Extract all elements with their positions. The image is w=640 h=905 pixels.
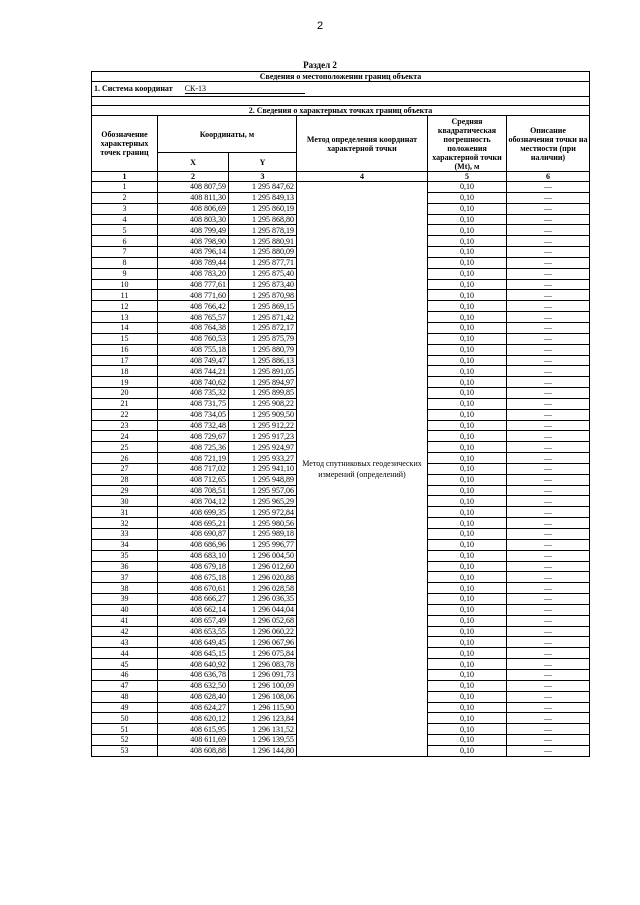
description-cell: — xyxy=(507,409,590,420)
error-cell: 0,10 xyxy=(428,745,507,756)
y-coordinate-cell: 1 296 131,52 xyxy=(229,724,297,735)
description-cell: — xyxy=(507,583,590,594)
error-cell: 0,10 xyxy=(428,442,507,453)
error-cell: 0,10 xyxy=(428,388,507,399)
point-id-cell: 44 xyxy=(92,648,158,659)
error-cell: 0,10 xyxy=(428,420,507,431)
point-id-cell: 35 xyxy=(92,550,158,561)
y-coordinate-cell: 1 296 083,78 xyxy=(229,659,297,670)
point-id-cell: 6 xyxy=(92,236,158,247)
y-coordinate-cell: 1 295 860,19 xyxy=(229,203,297,214)
y-coordinate-cell: 1 295 880,09 xyxy=(229,247,297,258)
point-id-cell: 25 xyxy=(92,442,158,453)
x-coordinate-cell: 408 683,10 xyxy=(158,550,229,561)
description-cell: — xyxy=(507,745,590,756)
x-coordinate-cell: 408 734,05 xyxy=(158,409,229,420)
point-id-cell: 17 xyxy=(92,355,158,366)
x-coordinate-cell: 408 653,55 xyxy=(158,626,229,637)
description-cell: — xyxy=(507,214,590,225)
x-coordinate-cell: 408 695,21 xyxy=(158,518,229,529)
x-coordinate-cell: 408 789,44 xyxy=(158,257,229,268)
point-id-cell: 11 xyxy=(92,290,158,301)
y-coordinate-cell: 1 295 880,91 xyxy=(229,236,297,247)
error-cell: 0,10 xyxy=(428,583,507,594)
error-cell: 0,10 xyxy=(428,550,507,561)
y-coordinate-cell: 1 296 139,55 xyxy=(229,735,297,746)
description-cell: — xyxy=(507,615,590,626)
y-coordinate-cell: 1 296 091,73 xyxy=(229,669,297,680)
x-coordinate-cell: 408 811,30 xyxy=(158,192,229,203)
error-cell: 0,10 xyxy=(428,301,507,312)
col-number-4: 4 xyxy=(297,172,428,182)
error-cell: 0,10 xyxy=(428,377,507,388)
point-id-cell: 40 xyxy=(92,604,158,615)
description-cell: — xyxy=(507,257,590,268)
y-coordinate-cell: 1 296 012,60 xyxy=(229,561,297,572)
x-coordinate-cell: 408 675,18 xyxy=(158,572,229,583)
point-id-cell: 9 xyxy=(92,268,158,279)
error-cell: 0,10 xyxy=(428,659,507,670)
y-coordinate-cell: 1 295 908,22 xyxy=(229,398,297,409)
y-coordinate-cell: 1 295 912,22 xyxy=(229,420,297,431)
error-cell: 0,10 xyxy=(428,333,507,344)
point-id-cell: 1 xyxy=(92,182,158,193)
description-cell: — xyxy=(507,724,590,735)
description-cell: — xyxy=(507,626,590,637)
error-cell: 0,10 xyxy=(428,561,507,572)
header-error: Средняя квадратическая погрешность положения характерной точки (Mt), м xyxy=(428,116,507,172)
y-coordinate-cell: 1 295 909,50 xyxy=(229,409,297,420)
x-coordinate-cell: 408 686,96 xyxy=(158,539,229,550)
error-cell: 0,10 xyxy=(428,572,507,583)
x-coordinate-cell: 408 771,60 xyxy=(158,290,229,301)
point-id-cell: 46 xyxy=(92,669,158,680)
x-coordinate-cell: 408 807,59 xyxy=(158,182,229,193)
error-cell: 0,10 xyxy=(428,539,507,550)
y-coordinate-cell: 1 295 891,05 xyxy=(229,366,297,377)
point-id-cell: 29 xyxy=(92,485,158,496)
x-coordinate-cell: 408 764,38 xyxy=(158,322,229,333)
x-coordinate-cell: 408 624,27 xyxy=(158,702,229,713)
x-coordinate-cell: 408 721,19 xyxy=(158,453,229,464)
header-description: Описание обозначения точки на местности (при наличии) xyxy=(507,116,590,172)
error-cell: 0,10 xyxy=(428,312,507,323)
y-coordinate-cell: 1 296 067,96 xyxy=(229,637,297,648)
y-coordinate-cell: 1 295 957,06 xyxy=(229,485,297,496)
y-coordinate-cell: 1 295 869,15 xyxy=(229,301,297,312)
page-number: 2 xyxy=(316,20,324,32)
error-cell: 0,10 xyxy=(428,203,507,214)
point-id-cell: 27 xyxy=(92,463,158,474)
x-coordinate-cell: 408 662,14 xyxy=(158,604,229,615)
point-id-cell: 43 xyxy=(92,637,158,648)
y-coordinate-cell: 1 296 044,04 xyxy=(229,604,297,615)
description-cell: — xyxy=(507,279,590,290)
x-coordinate-cell: 408 740,62 xyxy=(158,377,229,388)
x-coordinate-cell: 408 744,21 xyxy=(158,366,229,377)
point-id-cell: 36 xyxy=(92,561,158,572)
x-coordinate-cell: 408 731,75 xyxy=(158,398,229,409)
spacer-row xyxy=(92,97,590,106)
col-number-6: 6 xyxy=(507,172,590,182)
point-id-cell: 41 xyxy=(92,615,158,626)
header-point-id: Обозначение характерных точек границ xyxy=(92,116,158,172)
description-cell: — xyxy=(507,268,590,279)
point-id-cell: 45 xyxy=(92,659,158,670)
boundary-points-document xyxy=(91,71,589,757)
error-cell: 0,10 xyxy=(428,637,507,648)
description-cell: — xyxy=(507,247,590,258)
description-cell: — xyxy=(507,539,590,550)
description-cell: — xyxy=(507,453,590,464)
error-cell: 0,10 xyxy=(428,463,507,474)
description-cell: — xyxy=(507,312,590,323)
y-coordinate-cell: 1 296 020,88 xyxy=(229,572,297,583)
error-cell: 0,10 xyxy=(428,735,507,746)
error-cell: 0,10 xyxy=(428,398,507,409)
error-cell: 0,10 xyxy=(428,236,507,247)
x-coordinate-cell: 408 611,69 xyxy=(158,735,229,746)
description-cell: — xyxy=(507,659,590,670)
y-coordinate-cell: 1 295 875,40 xyxy=(229,268,297,279)
header-method: Метод определения координат характерной точки xyxy=(297,116,428,172)
x-coordinate-cell: 408 735,32 xyxy=(158,388,229,399)
error-cell: 0,10 xyxy=(428,680,507,691)
point-id-cell: 13 xyxy=(92,312,158,323)
y-coordinate-cell: 1 295 880,79 xyxy=(229,344,297,355)
point-id-cell: 52 xyxy=(92,735,158,746)
description-cell: — xyxy=(507,431,590,442)
point-id-cell: 21 xyxy=(92,398,158,409)
header-x: X xyxy=(158,153,229,172)
y-coordinate-cell: 1 295 941,10 xyxy=(229,463,297,474)
y-coordinate-cell: 1 295 924,97 xyxy=(229,442,297,453)
error-cell: 0,10 xyxy=(428,355,507,366)
y-coordinate-cell: 1 295 847,62 xyxy=(229,182,297,193)
y-coordinate-cell: 1 295 870,98 xyxy=(229,290,297,301)
description-cell: — xyxy=(507,518,590,529)
error-cell: 0,10 xyxy=(428,626,507,637)
col-number-1: 1 xyxy=(92,172,158,182)
x-coordinate-cell: 408 729,67 xyxy=(158,431,229,442)
point-id-cell: 47 xyxy=(92,680,158,691)
x-coordinate-cell: 408 777,61 xyxy=(158,279,229,290)
point-id-cell: 22 xyxy=(92,409,158,420)
x-coordinate-cell: 408 798,90 xyxy=(158,236,229,247)
y-coordinate-cell: 1 295 877,71 xyxy=(229,257,297,268)
error-cell: 0,10 xyxy=(428,724,507,735)
y-coordinate-cell: 1 296 028,58 xyxy=(229,583,297,594)
y-coordinate-cell: 1 296 036,35 xyxy=(229,594,297,605)
boundary-table xyxy=(91,71,590,757)
error-cell: 0,10 xyxy=(428,279,507,290)
error-cell: 0,10 xyxy=(428,604,507,615)
x-coordinate-cell: 408 708,51 xyxy=(158,485,229,496)
description-cell: — xyxy=(507,388,590,399)
x-coordinate-cell: 408 766,42 xyxy=(158,301,229,312)
coord-system-label: 1. Система координат xyxy=(94,84,173,93)
point-id-cell: 51 xyxy=(92,724,158,735)
x-coordinate-cell: 408 636,78 xyxy=(158,669,229,680)
description-cell: — xyxy=(507,355,590,366)
error-cell: 0,10 xyxy=(428,257,507,268)
coord-system-row xyxy=(92,82,590,97)
error-cell: 0,10 xyxy=(428,453,507,464)
description-cell: — xyxy=(507,333,590,344)
description-cell: — xyxy=(507,496,590,507)
error-cell: 0,10 xyxy=(428,518,507,529)
error-cell: 0,10 xyxy=(428,702,507,713)
y-coordinate-cell: 1 295 972,84 xyxy=(229,507,297,518)
y-coordinate-cell: 1 295 980,56 xyxy=(229,518,297,529)
error-cell: 0,10 xyxy=(428,507,507,518)
point-id-cell: 33 xyxy=(92,529,158,540)
description-cell: — xyxy=(507,182,590,193)
header-coordinates: Координаты, м xyxy=(158,116,297,153)
point-id-cell: 15 xyxy=(92,333,158,344)
col-number-5: 5 xyxy=(428,172,507,182)
col-number-3: 3 xyxy=(229,172,297,182)
x-coordinate-cell: 408 806,69 xyxy=(158,203,229,214)
description-cell: — xyxy=(507,398,590,409)
description-cell: — xyxy=(507,322,590,333)
description-cell: — xyxy=(507,507,590,518)
point-id-cell: 7 xyxy=(92,247,158,258)
error-cell: 0,10 xyxy=(428,268,507,279)
y-coordinate-cell: 1 295 878,19 xyxy=(229,225,297,236)
x-coordinate-cell: 408 649,45 xyxy=(158,637,229,648)
y-coordinate-cell: 1 295 917,23 xyxy=(229,431,297,442)
y-coordinate-cell: 1 295 899,85 xyxy=(229,388,297,399)
description-cell: — xyxy=(507,529,590,540)
description-cell: — xyxy=(507,301,590,312)
y-coordinate-cell: 1 296 108,06 xyxy=(229,691,297,702)
error-cell: 0,10 xyxy=(428,214,507,225)
x-coordinate-cell: 408 732,48 xyxy=(158,420,229,431)
y-coordinate-cell: 1 295 933,27 xyxy=(229,453,297,464)
error-cell: 0,10 xyxy=(428,594,507,605)
point-id-cell: 24 xyxy=(92,431,158,442)
point-id-cell: 12 xyxy=(92,301,158,312)
x-coordinate-cell: 408 645,15 xyxy=(158,648,229,659)
x-coordinate-cell: 408 699,35 xyxy=(158,507,229,518)
x-coordinate-cell: 408 608,88 xyxy=(158,745,229,756)
x-coordinate-cell: 408 717,02 xyxy=(158,463,229,474)
description-cell: — xyxy=(507,344,590,355)
y-coordinate-cell: 1 295 871,42 xyxy=(229,312,297,323)
point-id-cell: 23 xyxy=(92,420,158,431)
description-cell: — xyxy=(507,420,590,431)
description-cell: — xyxy=(507,550,590,561)
section-title: Раздел 2 xyxy=(303,60,337,70)
error-cell: 0,10 xyxy=(428,496,507,507)
description-cell: — xyxy=(507,463,590,474)
x-coordinate-cell: 408 679,18 xyxy=(158,561,229,572)
col-number-2: 2 xyxy=(158,172,229,182)
coord-system-value: СК-13 xyxy=(185,84,305,94)
y-coordinate-cell: 1 296 144,80 xyxy=(229,745,297,756)
point-id-cell: 28 xyxy=(92,474,158,485)
y-coordinate-cell: 1 296 075,84 xyxy=(229,648,297,659)
x-coordinate-cell: 408 632,50 xyxy=(158,680,229,691)
y-coordinate-cell: 1 295 894,97 xyxy=(229,377,297,388)
x-coordinate-cell: 408 628,40 xyxy=(158,691,229,702)
description-cell: — xyxy=(507,735,590,746)
y-coordinate-cell: 1 295 948,89 xyxy=(229,474,297,485)
point-id-cell: 32 xyxy=(92,518,158,529)
description-cell: — xyxy=(507,377,590,388)
y-coordinate-cell: 1 296 052,68 xyxy=(229,615,297,626)
description-cell: — xyxy=(507,648,590,659)
point-id-cell: 18 xyxy=(92,366,158,377)
point-id-cell: 14 xyxy=(92,322,158,333)
point-id-cell: 8 xyxy=(92,257,158,268)
error-cell: 0,10 xyxy=(428,431,507,442)
x-coordinate-cell: 408 666,27 xyxy=(158,594,229,605)
error-cell: 0,10 xyxy=(428,691,507,702)
table-row xyxy=(92,182,590,193)
y-coordinate-cell: 1 295 868,80 xyxy=(229,214,297,225)
point-id-cell: 48 xyxy=(92,691,158,702)
description-cell: — xyxy=(507,225,590,236)
x-coordinate-cell: 408 670,61 xyxy=(158,583,229,594)
x-coordinate-cell: 408 620,12 xyxy=(158,713,229,724)
x-coordinate-cell: 408 704,12 xyxy=(158,496,229,507)
point-id-cell: 53 xyxy=(92,745,158,756)
x-coordinate-cell: 408 755,18 xyxy=(158,344,229,355)
error-cell: 0,10 xyxy=(428,225,507,236)
point-id-cell: 3 xyxy=(92,203,158,214)
point-id-cell: 31 xyxy=(92,507,158,518)
point-id-cell: 30 xyxy=(92,496,158,507)
x-coordinate-cell: 408 796,14 xyxy=(158,247,229,258)
x-coordinate-cell: 408 760,53 xyxy=(158,333,229,344)
error-cell: 0,10 xyxy=(428,648,507,659)
point-id-cell: 16 xyxy=(92,344,158,355)
x-coordinate-cell: 408 799,49 xyxy=(158,225,229,236)
error-cell: 0,10 xyxy=(428,247,507,258)
description-cell: — xyxy=(507,604,590,615)
x-coordinate-cell: 408 803,30 xyxy=(158,214,229,225)
error-cell: 0,10 xyxy=(428,322,507,333)
method-cell: Метод спутниковых геодезических измерений (определений) xyxy=(297,182,428,757)
error-cell: 0,10 xyxy=(428,529,507,540)
table-title: Сведения о местоположении границ объекта xyxy=(92,72,590,82)
error-cell: 0,10 xyxy=(428,713,507,724)
point-id-cell: 42 xyxy=(92,626,158,637)
point-id-cell: 34 xyxy=(92,539,158,550)
x-coordinate-cell: 408 765,57 xyxy=(158,312,229,323)
y-coordinate-cell: 1 296 123,84 xyxy=(229,713,297,724)
y-coordinate-cell: 1 296 115,90 xyxy=(229,702,297,713)
error-cell: 0,10 xyxy=(428,474,507,485)
point-id-cell: 20 xyxy=(92,388,158,399)
description-cell: — xyxy=(507,691,590,702)
y-coordinate-cell: 1 296 100,09 xyxy=(229,680,297,691)
y-coordinate-cell: 1 295 989,18 xyxy=(229,529,297,540)
x-coordinate-cell: 408 690,87 xyxy=(158,529,229,540)
description-cell: — xyxy=(507,561,590,572)
x-coordinate-cell: 408 657,49 xyxy=(158,615,229,626)
error-cell: 0,10 xyxy=(428,366,507,377)
y-coordinate-cell: 1 296 004,50 xyxy=(229,550,297,561)
description-cell: — xyxy=(507,680,590,691)
description-cell: — xyxy=(507,572,590,583)
x-coordinate-cell: 408 712,65 xyxy=(158,474,229,485)
description-cell: — xyxy=(507,637,590,648)
error-cell: 0,10 xyxy=(428,182,507,193)
x-coordinate-cell: 408 615,95 xyxy=(158,724,229,735)
point-id-cell: 50 xyxy=(92,713,158,724)
y-coordinate-cell: 1 295 849,13 xyxy=(229,192,297,203)
description-cell: — xyxy=(507,702,590,713)
point-id-cell: 49 xyxy=(92,702,158,713)
description-cell: — xyxy=(507,713,590,724)
x-coordinate-cell: 408 749,47 xyxy=(158,355,229,366)
y-coordinate-cell: 1 295 872,17 xyxy=(229,322,297,333)
header-y: Y xyxy=(229,153,297,172)
x-coordinate-cell: 408 783,20 xyxy=(158,268,229,279)
description-cell: — xyxy=(507,290,590,301)
y-coordinate-cell: 1 295 875,79 xyxy=(229,333,297,344)
description-cell: — xyxy=(507,474,590,485)
description-cell: — xyxy=(507,485,590,496)
point-id-cell: 39 xyxy=(92,594,158,605)
x-coordinate-cell: 408 640,92 xyxy=(158,659,229,670)
points-title: 2. Сведения о характерных точках границ объекта xyxy=(92,106,590,116)
error-cell: 0,10 xyxy=(428,192,507,203)
point-id-cell: 2 xyxy=(92,192,158,203)
point-id-cell: 26 xyxy=(92,453,158,464)
y-coordinate-cell: 1 296 060,22 xyxy=(229,626,297,637)
y-coordinate-cell: 1 295 965,29 xyxy=(229,496,297,507)
y-coordinate-cell: 1 295 873,40 xyxy=(229,279,297,290)
error-cell: 0,10 xyxy=(428,669,507,680)
error-cell: 0,10 xyxy=(428,290,507,301)
description-cell: — xyxy=(507,366,590,377)
point-id-cell: 19 xyxy=(92,377,158,388)
point-id-cell: 10 xyxy=(92,279,158,290)
x-coordinate-cell: 408 725,36 xyxy=(158,442,229,453)
error-cell: 0,10 xyxy=(428,485,507,496)
error-cell: 0,10 xyxy=(428,409,507,420)
point-id-cell: 4 xyxy=(92,214,158,225)
y-coordinate-cell: 1 295 996,77 xyxy=(229,539,297,550)
error-cell: 0,10 xyxy=(428,344,507,355)
point-id-cell: 5 xyxy=(92,225,158,236)
description-cell: — xyxy=(507,203,590,214)
description-cell: — xyxy=(507,594,590,605)
point-id-cell: 38 xyxy=(92,583,158,594)
description-cell: — xyxy=(507,192,590,203)
description-cell: — xyxy=(507,236,590,247)
y-coordinate-cell: 1 295 886,13 xyxy=(229,355,297,366)
point-id-cell: 37 xyxy=(92,572,158,583)
error-cell: 0,10 xyxy=(428,615,507,626)
description-cell: — xyxy=(507,669,590,680)
description-cell: — xyxy=(507,442,590,453)
